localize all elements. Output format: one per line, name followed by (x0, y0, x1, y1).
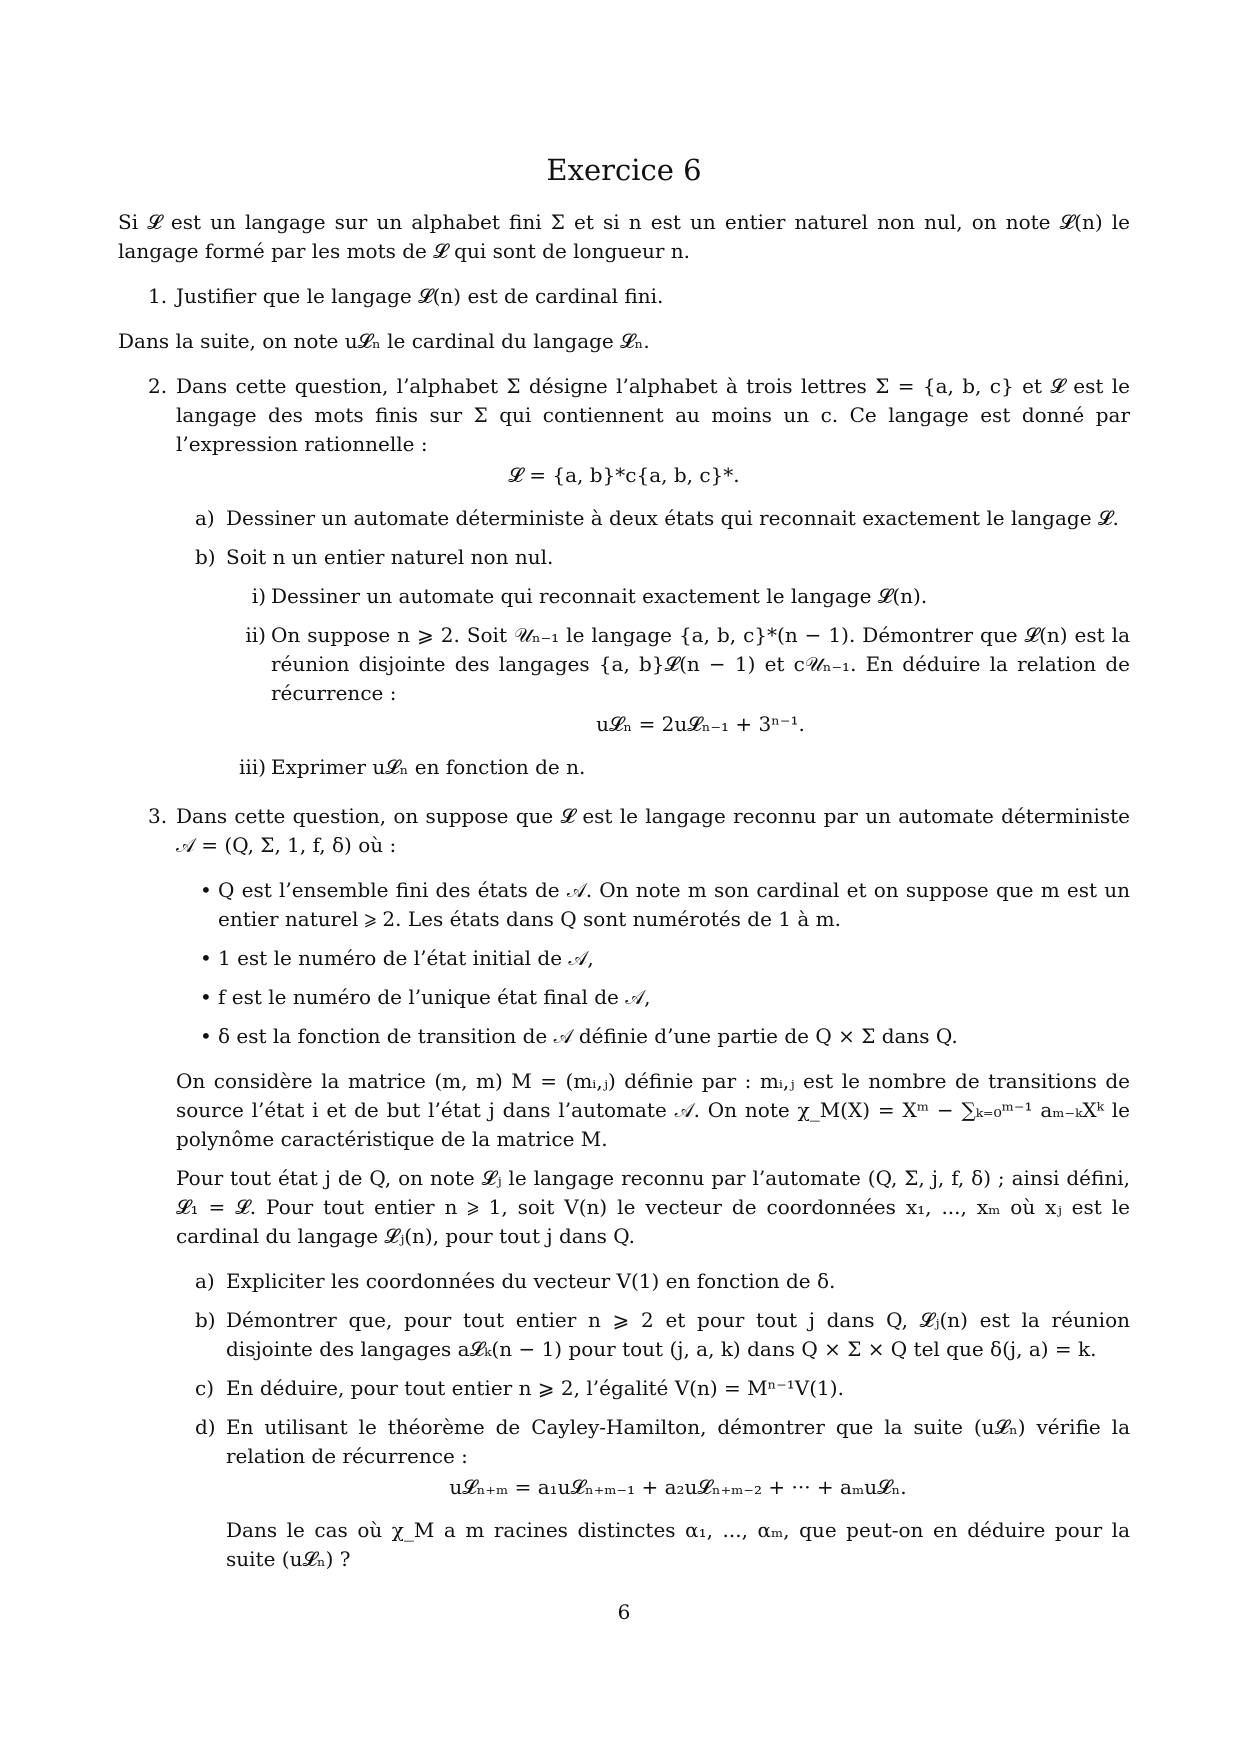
question-3a-text: Expliciter les coordonnées du vecteur V(1) en fonction de δ. (226, 1269, 836, 1293)
question-3 (118, 802, 1130, 860)
question-3-text: Dans cette question, on suppose que 𝓛 est le langage reconnu par un automate déterministe 𝒜 = (Q, Σ, 1, f, δ) où : (176, 804, 1130, 857)
question-2b-i-text: Dessiner un automate qui reconnait exactement le langage 𝓛(n). (271, 584, 928, 608)
question-2b (118, 543, 1130, 572)
page-number: 6 (617, 1600, 631, 1624)
question-3c (118, 1374, 1130, 1403)
bullet-item (118, 876, 1130, 934)
question-2b-iii-label: iii) (239, 755, 266, 779)
bullet-icon: • (200, 878, 212, 902)
question-3d (118, 1413, 1130, 1471)
question-2b-text: Soit n un entier naturel non nul. (226, 545, 554, 569)
question-2 (118, 372, 1130, 459)
question-2-formula: 𝓛 = {a, b}*c{a, b, c}*. (508, 463, 740, 487)
question-3d-label: d) (195, 1415, 216, 1439)
bullet-text: f est le numéro de l’unique état final de 𝒜, (218, 985, 651, 1009)
question-2b-i (118, 582, 1130, 611)
question-2b-iii-text: Exprimer u𝓛ₙ en fonction de n. (271, 755, 586, 779)
question-3a (118, 1267, 1130, 1296)
question-2-number: 2. (148, 374, 168, 398)
question-2b-ii-formula: u𝓛ₙ = 2u𝓛ₙ₋₁ + 3ⁿ⁻¹. (596, 712, 805, 736)
bullet-icon: • (200, 1024, 212, 1048)
question-3c-text: En déduire, pour tout entier n ⩾ 2, l’égalité V(n) = Mⁿ⁻¹V(1). (226, 1376, 844, 1400)
question-2a-text: Dessiner un automate déterministe à deux états qui reconnait exactement le langage 𝓛. (226, 506, 1119, 530)
question-2b-i-label: i) (251, 584, 266, 608)
question-2-text: Dans cette question, l’alphabet Σ désigne l’alphabet à trois lettres Σ = {a, b, c} et 𝓛 est le langage des mots finis sur Σ qui contiennent au moins un c. Ce langage est donné par l’expression rationnelle : (176, 374, 1130, 456)
question-1 (118, 282, 1130, 311)
question-3d-followup: Dans le cas où χ_M a m racines distinctes α₁, ..., αₘ, que peut-on en déduire pour la suite (u𝓛ₙ) ? (226, 1518, 1130, 1571)
notation-paragraph: Dans la suite, on note u𝓛ₙ le cardinal du langage 𝓛ₙ. (118, 329, 650, 353)
matrix-paragraph: On considère la matrice (m, m) M = (mᵢ,ⱼ) définie par : mᵢ,ⱼ est le nombre de transitions de source l’état i et de but l’état j dans l’automate 𝒜. On note χ_M(X) = Xᵐ − ∑ₖ₌₀ᵐ⁻¹ aₘ₋ₖXᵏ le polynôme caractéristique de la matrice M. (176, 1069, 1130, 1151)
bullet-item (118, 1022, 1130, 1051)
exercise-body (118, 208, 1130, 1574)
question-2b-ii (118, 621, 1130, 708)
bullet-text: δ est la fonction de transition de 𝒜 définie d’une partie de Q × Σ dans Q. (218, 1024, 958, 1048)
exercise-title: Exercice 6 (546, 153, 702, 187)
question-3d-formula: u𝓛ₙ₊ₘ = a₁u𝓛ₙ₊ₘ₋₁ + a₂u𝓛ₙ₊ₘ₋₂ + ··· + aₘu𝓛ₙ. (449, 1475, 907, 1499)
question-3a-label: a) (195, 1269, 215, 1293)
question-3d-text: En utilisant le théorème de Cayley-Hamilton, démontrer que la suite (u𝓛ₙ) vérifie la relation de récurrence : (226, 1415, 1130, 1468)
question-2a (118, 504, 1130, 533)
question-3-number: 3. (148, 804, 168, 828)
question-3c-label: c) (195, 1376, 215, 1400)
question-3b-text: Démontrer que, pour tout entier n ⩾ 2 et pour tout j dans Q, 𝓛ⱼ(n) est la réunion disjointe des langages a𝓛ₖ(n − 1) pour tout (j, a, k) dans Q × Σ × Q tel que δ(j, a) = k. (226, 1308, 1130, 1361)
bullet-item (118, 944, 1130, 973)
question-3b (118, 1306, 1130, 1364)
question-2b-ii-label: ii) (245, 623, 266, 647)
question-3b-label: b) (195, 1308, 216, 1332)
question-1-text: Justifier que le langage 𝓛(n) est de cardinal fini. (176, 284, 664, 308)
question-2b-ii-text: On suppose n ⩾ 2. Soit 𝒰ₙ₋₁ le langage {a, b, c}*(n − 1). Démontrer que 𝓛(n) est la réunion disjointe des langages {a, b}𝓛(n − 1) et c𝒰ₙ₋₁. En déduire la relation de récurrence : (271, 623, 1130, 705)
question-2a-label: a) (195, 506, 215, 530)
question-2b-iii (118, 753, 1130, 782)
bullet-icon: • (200, 985, 212, 1009)
bullet-text: 1 est le numéro de l’état initial de 𝒜, (218, 946, 594, 970)
bullet-icon: • (200, 946, 212, 970)
question-1-number: 1. (148, 284, 168, 308)
intro-paragraph: Si 𝓛 est un langage sur un alphabet fini Σ et si n est un entier naturel non nul, on note 𝓛(n) le langage formé par les mots de 𝓛 qui sont de longueur n. (118, 210, 1130, 263)
vector-paragraph: Pour tout état j de Q, on note 𝓛ⱼ le langage reconnu par l’automate (Q, Σ, j, f, δ) ; ainsi défini, 𝓛₁ = 𝓛. Pour tout entier n ⩾ 1, soit V(n) le vecteur de coordonnées x₁, ..., xₘ où xⱼ est le cardinal du langage 𝓛ⱼ(n), pour tout j dans Q. (176, 1166, 1130, 1248)
question-2b-label: b) (195, 545, 216, 569)
bullet-text: Q est l’ensemble fini des états de 𝒜. On note m son cardinal et on suppose que m est un entier naturel ⩾ 2. Les états dans Q sont numérotés de 1 à m. (218, 878, 1130, 931)
bullet-item (118, 983, 1130, 1012)
